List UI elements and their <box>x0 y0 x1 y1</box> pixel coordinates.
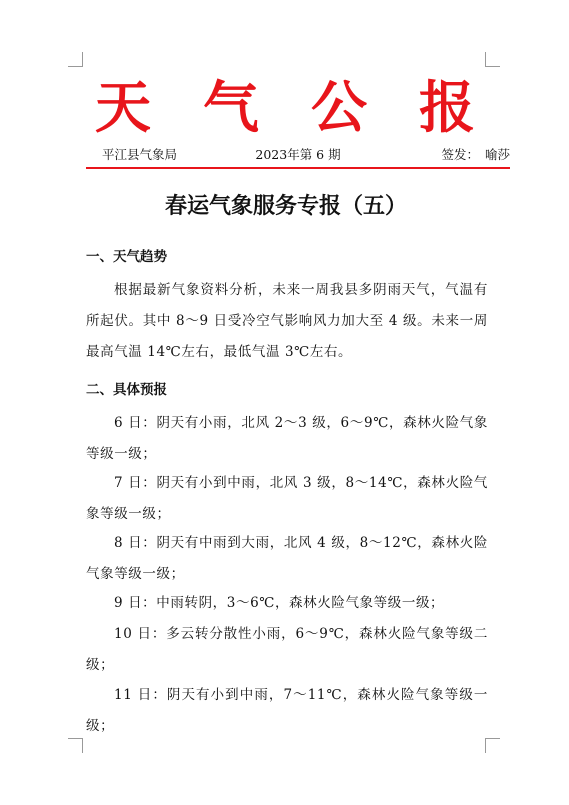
issue-number: 2023年第 6 期 <box>255 147 341 162</box>
forecast-item: 11 日：阴天有小到中雨，7～11℃，森林火险气象等级一级； <box>86 687 488 734</box>
masthead-char: 气 <box>203 76 259 141</box>
crop-mark-top-left <box>68 52 83 67</box>
masthead-char: 天 <box>95 76 151 141</box>
document-title: 春运气象服务专报（五） <box>164 194 407 219</box>
forecast-item: 9 日：中雨转阴，3～6℃，森林火险气象等级一级； <box>114 595 445 611</box>
section-heading: 二、具体预报 <box>86 382 167 398</box>
masthead-char: 公 <box>311 76 367 141</box>
issuing-org: 平江县气象局 <box>102 147 178 162</box>
masthead-char: 报 <box>419 76 475 141</box>
crop-mark-bottom-left <box>68 738 83 753</box>
masthead-red-rule <box>86 167 510 169</box>
forecast-item: 6 日：阴天有小雨，北风 2～3 级，6～9℃，森林火险气象等级一级； <box>86 415 488 462</box>
signer-label: 签发： <box>441 147 479 162</box>
forecast-item: 8 日：阴天有中雨到大雨，北风 4 级，8～12℃，森林火险气象等级一级； <box>86 535 488 582</box>
paragraph: 根据最新气象资料分析，未来一周我县多阴雨天气，气温有所起伏。其中 8～9 日受冷空气影响风力加大至 4 级。未来一周最高气温 14℃左右，最低气温 3℃左右。 <box>86 282 488 360</box>
signer-block <box>441 145 510 165</box>
signer-name: 喻莎 <box>484 147 510 162</box>
forecast-item: 7 日：阴天有小到中雨，北风 3 级，8～14℃，森林火险气象等级一级； <box>86 475 488 522</box>
issue-info-row <box>86 145 510 165</box>
crop-mark-top-right <box>485 52 500 67</box>
section-heading: 一、天气趋势 <box>86 249 167 265</box>
masthead <box>95 76 475 142</box>
forecast-item: 10 日：多云转分散性小雨，6～9℃，森林火险气象等级二级； <box>86 626 488 673</box>
